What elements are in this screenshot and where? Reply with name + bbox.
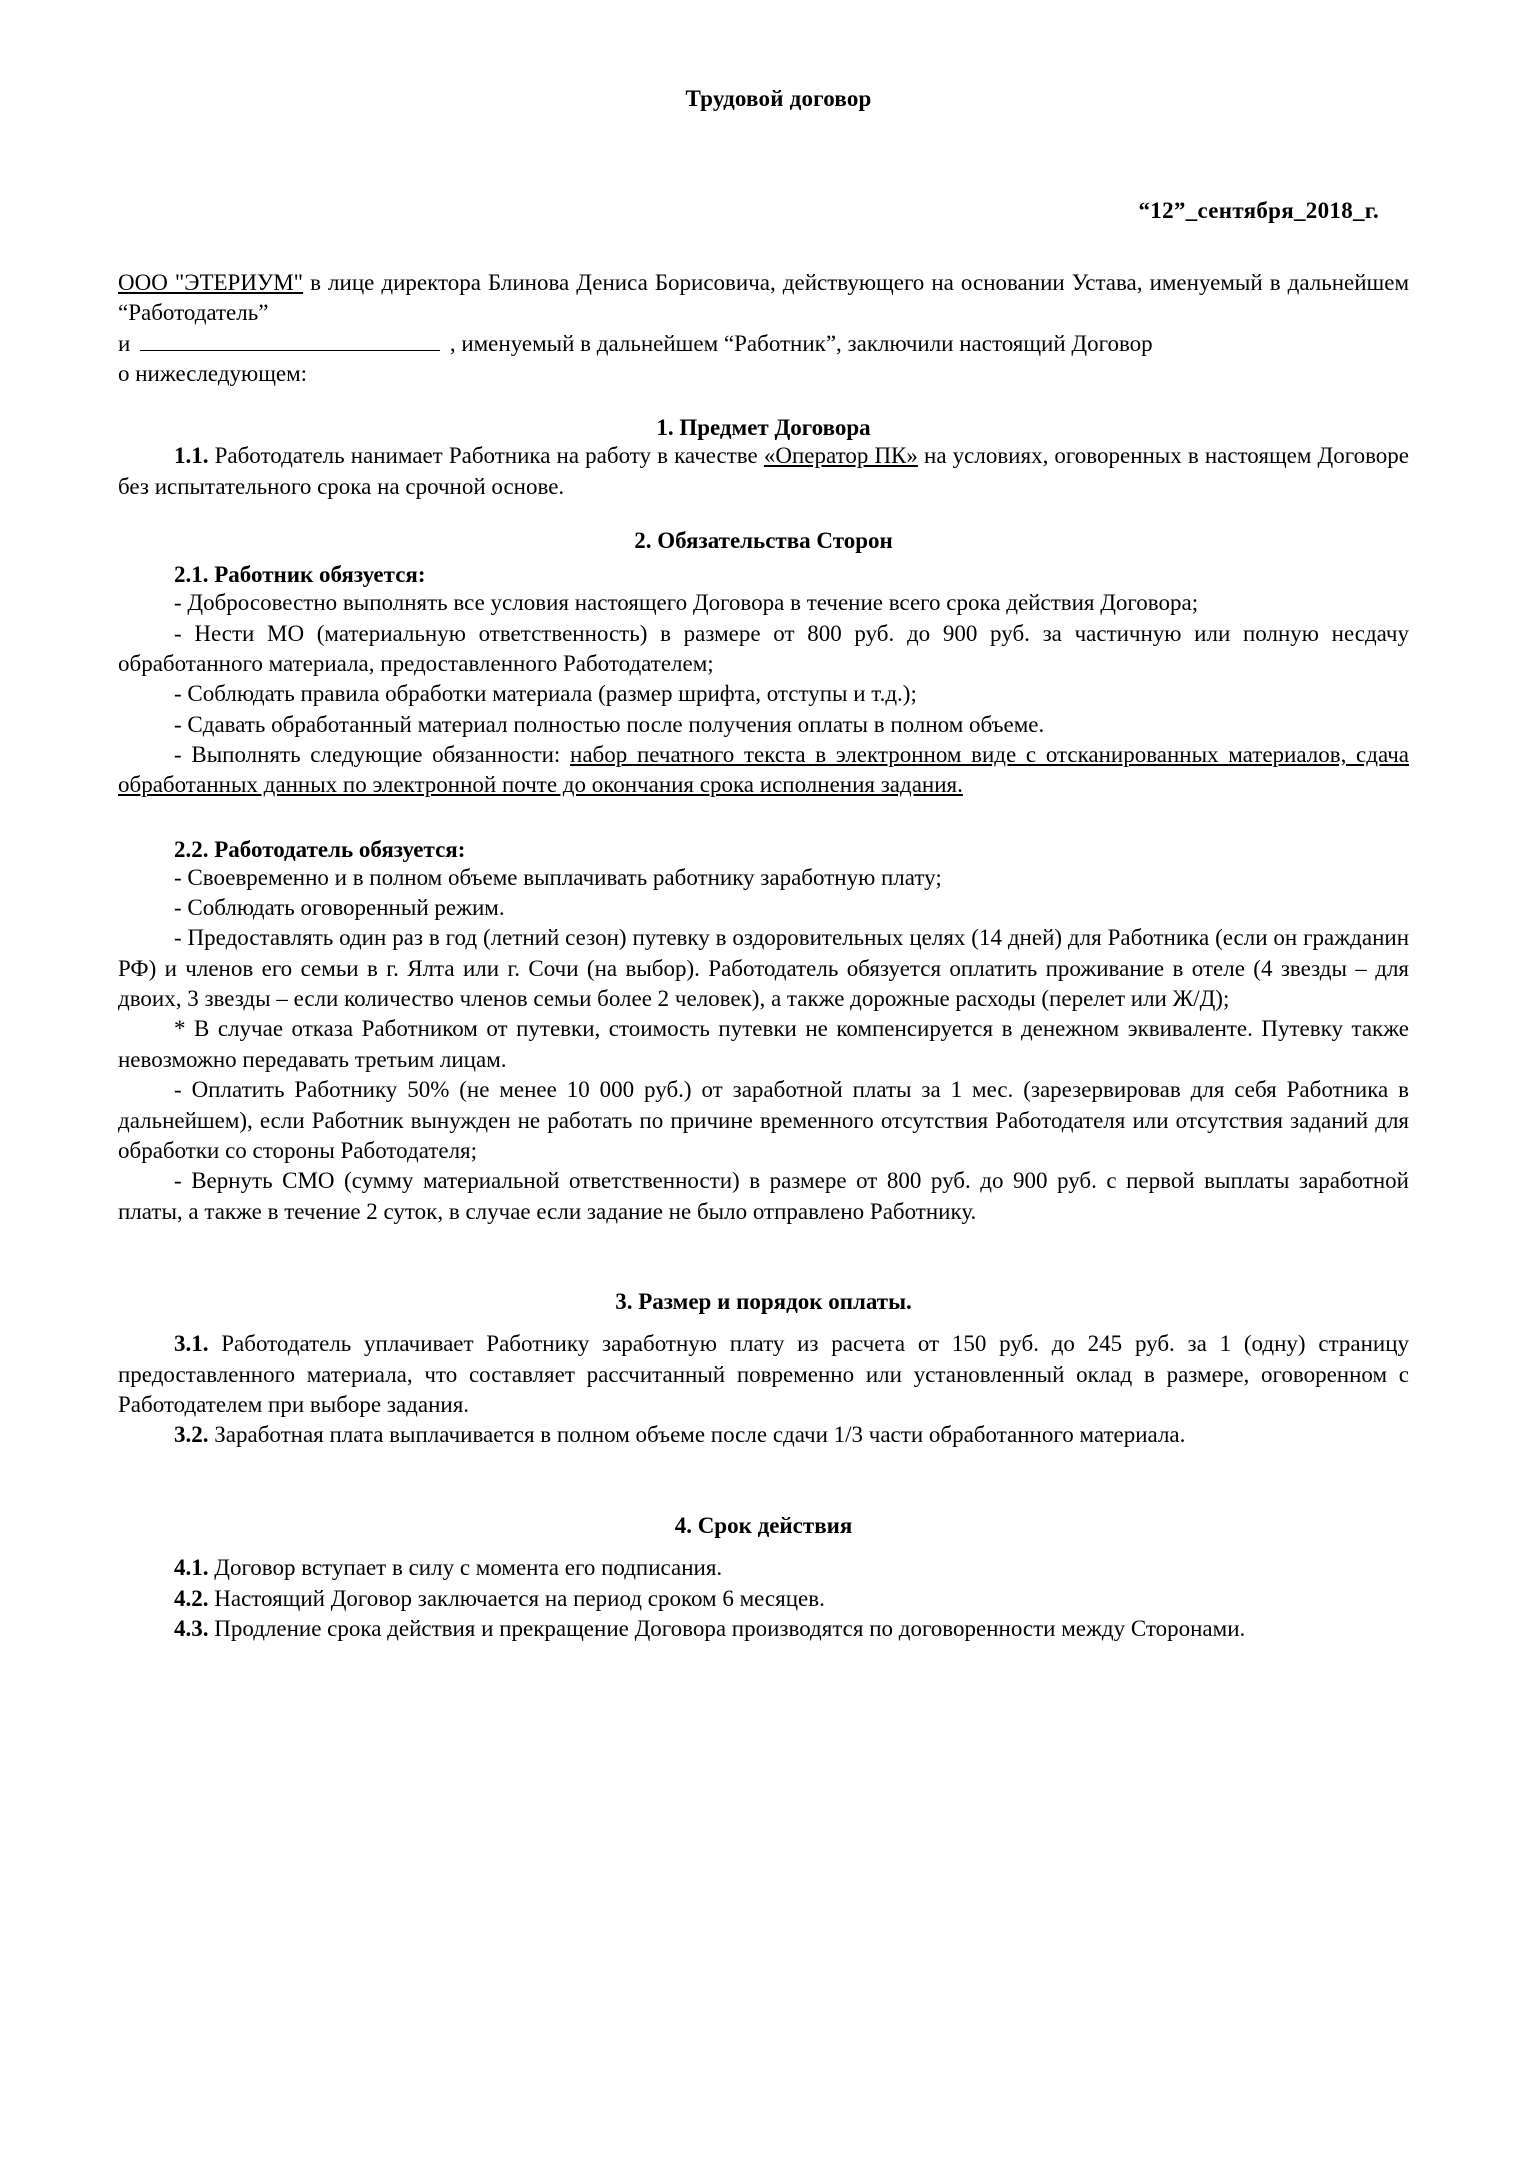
section-heading-4: 4. Срок действия (674, 1512, 853, 1538)
preamble-paragraph (118, 268, 1409, 329)
clause-4-1 (118, 1553, 1409, 1583)
section-heading-1: 1. Предмет Договора (656, 415, 871, 441)
clause-1-1-after: на условиях, оговоренных в настоящем Договоре без испытательного срока на срочной основе. (118, 443, 1409, 499)
clause-4-3-text: Продление срока действия и прекращение Договора производятся по договоренности между Сторонами. (208, 1615, 1246, 1641)
list-item: - Оплатить Работнику 50% (не менее 10 000 руб.) от заработной платы за 1 мес. (зарезервировав для себя Работника в дальнейшем), если Работник вынужден не работать по причине временного отсутствия Работодателя или отсутствия заданий для обработки со стороны Работодателя; (118, 1077, 1409, 1163)
preamble-part2-suffix: , именуемый в дальнейшем “Работник”, заключили настоящий Договор (444, 330, 1153, 356)
clause-4-1-text: Договор вступает в силу с момента его подписания. (208, 1555, 723, 1581)
clause-4-2 (118, 1584, 1409, 1614)
clause-4-2-text: Настоящий Договор заключается на период сроком 6 месяцев. (208, 1585, 825, 1611)
clause-3-1 (118, 1329, 1409, 1420)
preamble-part2-prefix: и (118, 330, 137, 356)
contract-date: “12”_сентября_2018_г. (1138, 198, 1379, 223)
clause-1-1-number: 1.1. (174, 443, 209, 469)
list-item: - Добросовестно выполнять все условия настоящего Договора в течение всего срока действия Договора; (174, 590, 1199, 616)
list-item: - Соблюдать правила обработки материала (размер шрифта, отступы и т.д.); (174, 681, 917, 707)
clause-4-1-number: 4.1. (174, 1555, 209, 1581)
list-item: - Вернуть СМО (сумму материальной ответственности) в размере от 800 руб. до 900 руб. с первой выплаты заработной платы, а также в течение 2 суток, в случае если задание не было отправлено Работнику. (118, 1168, 1409, 1224)
spacer (118, 801, 1409, 829)
list-item-duties (118, 740, 1409, 801)
duties-underlined: набор печатного текста в электронном виде с отсканированных материалов, сдача обработанных данных по электронной почте до окончания срока исполнения задания. (118, 741, 1410, 798)
preamble-paragraph-2 (118, 329, 1409, 359)
clause-1-1 (118, 441, 1409, 502)
section-heading-2: 2. Обязательства Сторон (634, 528, 893, 554)
clause-3-2-number: 3.2. (174, 1422, 209, 1448)
list-item: - Предоставлять один раз в год (летний сезон) путевку в оздоровительных целях (14 дней) для Работника (если он гражданин РФ) и членов его семьи в г. Ялта или г. Сочи (на выбор). Работодатель обязуется оплатить проживание в отеле (4 звезды – для двоих, 3 звезды – если количество членов семьи более 2 человек), а также дорожные расходы (перелет или Ж/Д); (118, 925, 1409, 1012)
preamble-part1: в лице директора Блинова Дениса Борисовича, действующего на основании Устава, именуемый в дальнейшем “Работодатель” (118, 270, 1409, 326)
subheading-2-2: 2.2. Работодатель обязуется: (174, 836, 466, 862)
clause-4-3 (118, 1614, 1409, 1644)
clause-4-3-number: 4.3. (174, 1615, 209, 1641)
preamble (118, 268, 1409, 389)
clause-4-2-number: 4.2. (174, 1585, 209, 1611)
list-item: - Сдавать обработанный материал полностью после получения оплаты в полном объеме. (174, 711, 1045, 737)
duties-prefix: - Выполнять следующие обязанности: (174, 741, 571, 767)
employee-name-field[interactable] (140, 330, 440, 351)
clause-3-1-text: Работодатель уплачивает Работнику заработную плату из расчета от 150 руб. до 245 руб. за 1 (одну) страницу предоставленного материала, что составляет рассчитанный повременно или установленный оклад в размере, оговоренном с Работодателем при выборе задания. (118, 1331, 1409, 1418)
list-item: - Своевременно и в полном объеме выплачивать работнику заработную плату; (174, 864, 942, 890)
preamble-part3: о нижеследующем: (118, 361, 308, 387)
clause-1-1-before: Работодатель нанимает Работника на работу в качестве (208, 443, 764, 469)
section-heading-3: 3. Размер и порядок оплаты. (615, 1288, 912, 1314)
clause-3-2 (118, 1420, 1409, 1450)
page-title: Трудовой договор (685, 86, 872, 111)
company-name: ООО "ЭТЕРИУМ" (118, 270, 304, 295)
subheading-2-1: 2.1. Работник обязуется: (174, 562, 426, 588)
clause-3-1-number: 3.1. (174, 1331, 209, 1357)
clause-3-2-text: Заработная плата выплачивается в полном объеме после сдачи 1/3 части обработанного материала. (208, 1422, 1186, 1448)
list-item: - Нести МО (материальную ответственность) в размере от 800 руб. до 900 руб. за частичную или полную несдачу обработанного материала, предоставленного Работодателем; (118, 620, 1409, 676)
job-title-highlight: «Оператор ПК» (763, 443, 918, 469)
list-item-note: * В случае отказа Работником от путевки, стоимость путевки не компенсируется в денежном эквиваленте. Путевку также невозможно передавать третьим лицам. (118, 1016, 1409, 1072)
spacer (118, 1227, 1409, 1287)
list-item: - Соблюдать оговоренный режим. (174, 895, 505, 921)
spacer (118, 1451, 1409, 1511)
